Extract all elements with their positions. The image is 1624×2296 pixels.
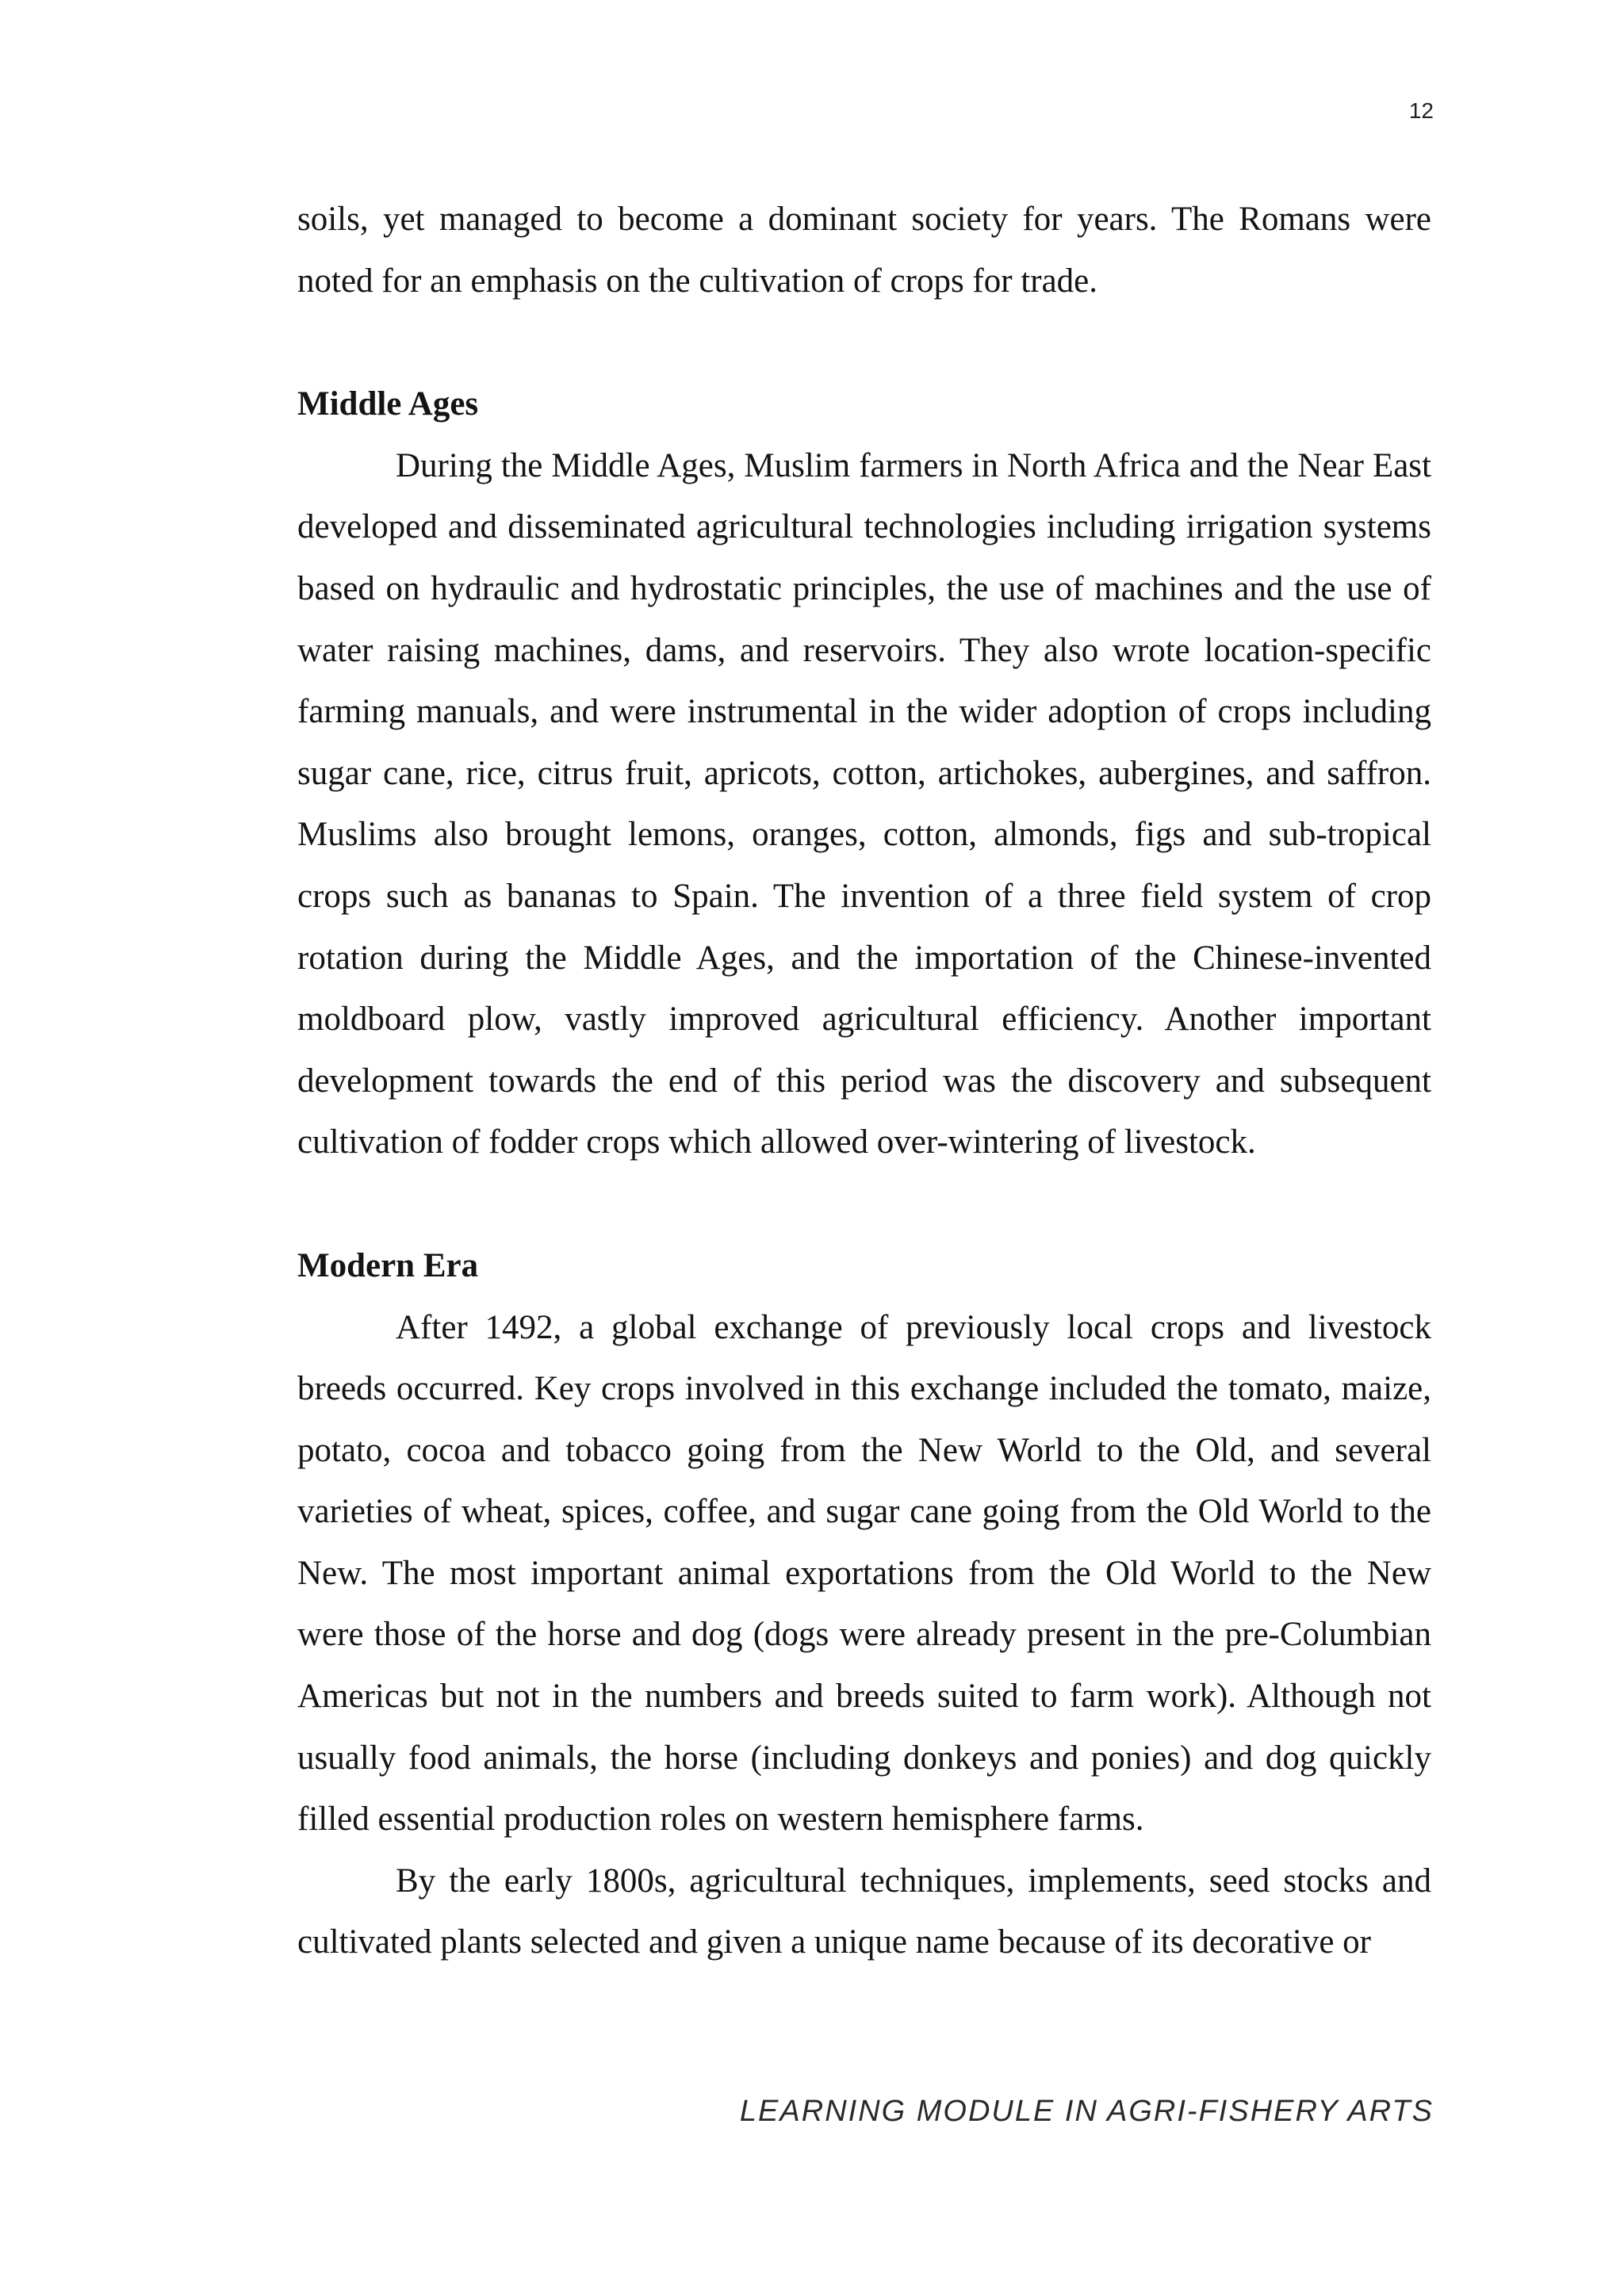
section-spacer [297,1173,1431,1235]
section-heading-modern-era: Modern Era [297,1246,479,1284]
page-number: 12 [1408,98,1434,123]
modern-era-paragraph-2: By the early 1800s, agricultural techniques, implements, seed stocks and cultivated plants selected and given a unique name because of its decorative or [297,1862,1431,1961]
section-heading-middle-ages: Middle Ages [297,385,479,423]
footer-module-title: LEARNING MODULE IN AGRI-FISHERY ARTS [739,2095,1434,2128]
document-body [297,189,1431,1973]
intro-continuation-paragraph: soils, yet managed to become a dominant society for years. The Romans were noted for an emphasis on the cultivation of crops for trade. [297,201,1431,300]
section-spacer [297,312,1431,373]
middle-ages-paragraph: During the Middle Ages, Muslim farmers in North Africa and the Near East developed and disseminated agricultural technologies including irrigation systems based on hydraulic and hydrostatic principles, the use of machines and the use of water raising machines, dams, and reservoirs. They also wrote location-specific farming manuals, and were instrumental in the wider adoption of crops including sugar cane, rice, citrus fruit, apricots, cotton, artichokes, aubergines, and saffron. Muslims also brought lemons, oranges, cotton, almonds, figs and sub-tropical crops such as bananas to Spain. The invention of a three field system of crop rotation during the Middle Ages, and the importation of the Chinese-invented moldboard plow, vastly improved agricultural efficiency. Another important development towards the end of this period was the discovery and subsequent cultivation of fodder crops which allowed over-wintering of livestock. [297,446,1431,1161]
modern-era-paragraph-1: After 1492, a global exchange of previously local crops and livestock breeds occurred. Key crops involved in this exchange included the tomato, maize, potato, cocoa and tobacco going from the New World to the Old, and several varieties of wheat, spices, coffee, and sugar cane going from the Old World to the New. The most important animal exportations from the Old World to the New were those of the horse and dog (dogs were already present in the pre-Columbian Americas but not in the numbers and breeds suited to farm work). Although not usually food animals, the horse (including donkeys and ponies) and dog quickly filled essential production roles on western hemisphere farms. [297,1308,1431,1839]
